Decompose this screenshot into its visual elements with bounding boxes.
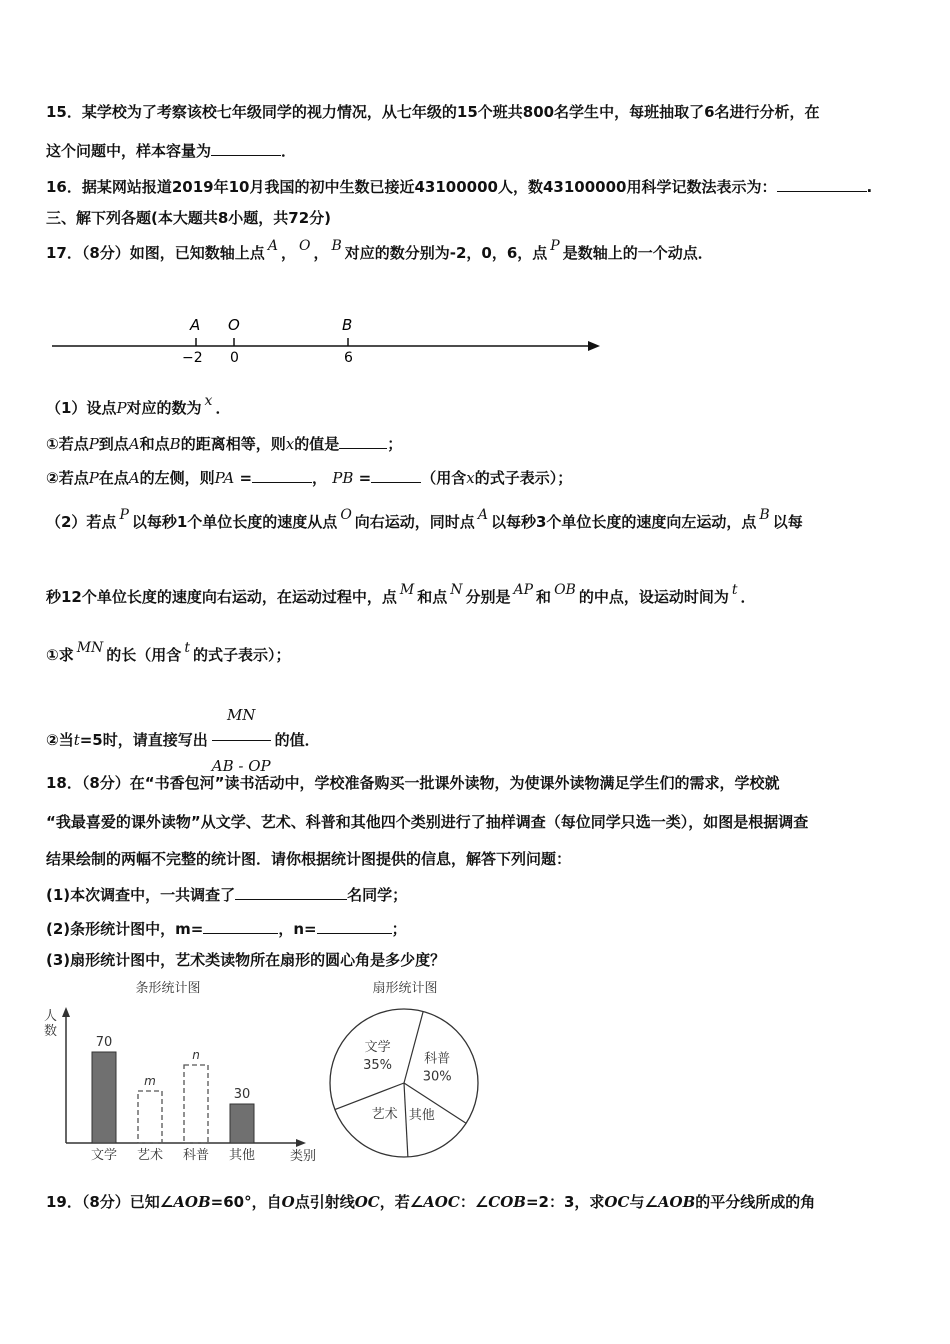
label-A: A (190, 316, 201, 334)
bar-value-label-0: 70 (95, 1035, 113, 1050)
bar-value-label-2: n (192, 1048, 200, 1062)
q17-p1-P: P (116, 399, 127, 417)
q17-sub-s1 (46, 640, 291, 666)
q17-s1-t: t (184, 640, 190, 656)
q18-sub2 (46, 917, 407, 939)
q19-O: O (281, 1193, 295, 1211)
q17-p3-OB: OB (554, 582, 576, 598)
q18-line1: 18．（8分）在“书香包河”读书活动中，学校准备购买一批课外读物，为使课外读物满足学生们的需求，学校就 (46, 774, 780, 792)
q17-part1 (46, 393, 231, 419)
q17-c1-B: B (169, 435, 181, 453)
q19-AOB: AOB (173, 1193, 211, 1211)
q17-part2-line2 (46, 582, 756, 608)
q17-p2a: （2）若点 (46, 513, 117, 531)
pie-percent-1: 30% (422, 1069, 452, 1085)
q18-line2: “我最喜爱的课外读物”从文学、艺术、科普和其他四个类别进行了抽样调查（每位同学只选一类），如图是根据调查 (46, 813, 809, 831)
q19-line (46, 1192, 815, 1212)
q17-c1-x: x (285, 435, 295, 453)
pie-label-0: 文学 (364, 1040, 391, 1056)
q17-p1-a: （1）设点 (46, 399, 117, 417)
q19-d: ，若∠ (379, 1193, 424, 1211)
q17-var-B: B (331, 238, 342, 254)
bar-category-label-2: 科普 (182, 1148, 210, 1163)
q17-c2c: 的左侧，则 (139, 469, 215, 487)
q16-text: 16．据某网站报道2019年10月我国的初中生数已接近43100000人，数43100000用科学记数法表示为： (46, 178, 777, 196)
q19-g: 与∠ (629, 1193, 658, 1211)
q17-c1-A: A (128, 435, 140, 453)
q17-p3e: 的中点，设运动时间为 (578, 588, 729, 606)
q18-s1b: 名同学； (347, 886, 408, 904)
q17-c2-A: A (128, 469, 140, 487)
q17-p2-B: B (759, 507, 770, 523)
q17-s2a: ②当 (46, 731, 74, 749)
bar-category-label-3: 其他 (228, 1148, 256, 1163)
q17-c1e: 的值是 (294, 435, 340, 453)
q17-s1b: 的长（用含 (106, 646, 182, 664)
q17-c2-eq2: = (358, 469, 372, 487)
fraction-numerator: MN (212, 692, 271, 741)
q15-text: 15．某学校为了考察该校七年级同学的视力情况，从七年级的15个班共800名学生中，每班抽取了6名进行分析，在 (46, 103, 820, 121)
bar-ylabel-1: 人 (44, 1009, 58, 1024)
q17-p3-AP: AP (513, 582, 534, 598)
q17-s2-t: t (73, 731, 80, 749)
bar-ylabel-2: 数 (44, 1024, 58, 1039)
q15-text2: 这个问题中，样本容量为 (46, 142, 212, 160)
label-O: O (228, 316, 240, 334)
q17-p1-x: x (204, 393, 213, 409)
q16-end: . (866, 178, 873, 196)
pie-marks (330, 1009, 478, 1157)
q19-OC: OC (354, 1193, 380, 1211)
q17-intro-b: 对应的数分别为-2，0，6，点 (344, 244, 548, 262)
bar-category-label-1: 艺术 (136, 1148, 164, 1163)
tick-label-B: 6 (344, 350, 353, 366)
q16-blank[interactable] (777, 175, 867, 192)
bar-chart-title: 条形统计图 (135, 981, 201, 996)
bar-chart (40, 975, 320, 1167)
pie-label-3: 艺术 (371, 1106, 398, 1122)
q17-p3-N: N (450, 582, 463, 598)
q17-c1f: ； (387, 435, 403, 453)
bar-value-label-1: m (144, 1074, 156, 1088)
q18-s2c: ； (391, 920, 407, 938)
q17-c1-blank[interactable] (339, 432, 387, 449)
tick-label-A: −2 (182, 350, 203, 366)
q17-p3a: 秒12个单位长度的速度向右运动，在运动过程中，点 (46, 588, 397, 606)
q17-var-A: A (267, 238, 278, 254)
bar-0 (92, 1052, 116, 1143)
section-3-header: 三、解下列各题(本大题共8小题，共72分) (46, 209, 332, 227)
q18-m-blank[interactable] (203, 917, 278, 934)
q18-sub3: (3)扇形统计图中，艺术类读物所在扇形的圆心角是多少度？ (46, 951, 446, 969)
bar-x-arrow (296, 1139, 306, 1147)
pie-percent-0: 35% (363, 1058, 393, 1074)
q17-p1-c: ． (215, 399, 231, 417)
q17-p1-b: 对应的数为 (126, 399, 202, 417)
q17-p2d: 以每秒3个单位长度的速度向左运动，点 (490, 513, 757, 531)
q17-p3b: 和点 (417, 588, 448, 606)
q17-c2a: ②若点 (46, 469, 89, 487)
pie-label-1: 科普 (424, 1051, 451, 1067)
pie-chart-title: 扇形统计图 (372, 981, 438, 996)
q17-p2c: 向右运动，同时点 (354, 513, 475, 531)
q17-p2-P: P (119, 507, 129, 523)
q15-end: ． (281, 142, 297, 160)
q17-part2-line1 (46, 507, 803, 533)
q18-s1a: (1)本次调查中，一共调查了 (46, 886, 236, 904)
q17-c2d: ， (312, 469, 328, 487)
q18-s2b: ，n= (278, 920, 317, 938)
q15-line1 (46, 102, 820, 122)
q19-a: 19．（8分）已知∠ (46, 1193, 174, 1211)
q19-f: =2：3，求 (525, 1193, 605, 1211)
q17-s2-eq: =5时，请直接写出 (79, 731, 208, 749)
q17-p3d: 和 (536, 588, 552, 606)
q17-comma1: ， (280, 244, 296, 262)
q17-p3f: ． (740, 588, 756, 606)
q17-var-P: P (550, 238, 560, 254)
q17-s1a: ①求 (46, 646, 74, 664)
q18-line3: 结果绘制的两幅不完整的统计图．请你根据统计图提供的信息，解答下列问题： (46, 850, 572, 868)
q17-c1-P: P (88, 435, 99, 453)
bar-value-label-3: 30 (233, 1087, 251, 1102)
q17-c2-blank1[interactable] (252, 466, 312, 483)
bar-3 (230, 1104, 254, 1143)
tick-label-O: 0 (230, 350, 239, 366)
q19-AOB2: AOB (657, 1193, 696, 1211)
q17-s1-MN: MN (76, 640, 104, 656)
q17-p2e: 以每 (772, 513, 803, 531)
bar-y-arrow (62, 1007, 70, 1017)
q18-s1-blank[interactable] (235, 883, 347, 900)
q15-blank[interactable] (211, 139, 281, 156)
bar-marks (91, 1035, 255, 1163)
q17-c2e: （用含 (421, 469, 467, 487)
q17-s2b: 的值． (274, 731, 320, 749)
q17-comma2: ， (313, 244, 329, 262)
pie-label-2: 其他 (408, 1107, 435, 1123)
number-line-arrow (588, 341, 600, 351)
q18-n-blank[interactable] (317, 917, 392, 934)
pie-chart (322, 975, 492, 1165)
q17-c1c: 和点 (139, 435, 170, 453)
q15-line2 (46, 139, 296, 161)
q17-sub2 (46, 466, 572, 488)
q17-p3c: 分别是 (465, 588, 511, 606)
q19-OC2: OC (604, 1193, 630, 1211)
q17-p3-M: M (399, 582, 415, 598)
number-line-figure (50, 312, 610, 372)
q17-c1a: ①若点 (46, 435, 89, 453)
q18-s2a: (2)条形统计图中，m= (46, 920, 204, 938)
q17-sub1 (46, 432, 402, 454)
q17-intro-c: 是数轴上的一个动点． (562, 244, 713, 262)
q18-sub1 (46, 883, 407, 905)
q17-c2f: 的式子表示）； (474, 469, 573, 487)
q19-AOC: AOC (423, 1193, 460, 1211)
bar-category-label-0: 文学 (90, 1148, 118, 1163)
q17-c2-PA: PA (214, 469, 235, 487)
q17-p2-A: A (477, 507, 488, 523)
q17-p2b: 以每秒1个单位长度的速度从点 (131, 513, 338, 531)
q17-intro (46, 238, 713, 264)
q17-s1c: 的式子表示）； (192, 646, 291, 664)
q17-c2-eq1: = (239, 469, 253, 487)
q17-p3-t: t (731, 582, 738, 598)
q19-c: 点引射线 (294, 1193, 355, 1211)
fraction-denominator: AB - OP (211, 757, 271, 775)
q19-b: =60°，自 (210, 1193, 282, 1211)
bar-dashed-1 (138, 1091, 162, 1143)
q17-c1d: 的距离相等，则 (180, 435, 286, 453)
q17-intro-a: 17．（8分）如图，已知数轴上点 (46, 244, 265, 262)
q17-c2-x: x (466, 469, 475, 487)
bar-xlabel: 类别 (290, 1149, 317, 1164)
q19-e: ：∠ (459, 1193, 489, 1211)
q19-h: 的平分线所成的角 (695, 1193, 816, 1211)
q16-line (46, 175, 872, 197)
q17-c1b: 到点 (98, 435, 129, 453)
q17-var-O: O (298, 238, 311, 254)
bar-dashed-2 (184, 1065, 208, 1143)
q19-COB: COB (488, 1193, 526, 1211)
q17-c2-PB: PB (332, 469, 354, 487)
q17-c2-P: P (88, 469, 99, 487)
q17-c2-blank2[interactable] (371, 466, 421, 483)
label-B: B (342, 316, 353, 334)
q17-c2b: 在点 (98, 469, 129, 487)
q17-p2-O: O (340, 507, 352, 523)
